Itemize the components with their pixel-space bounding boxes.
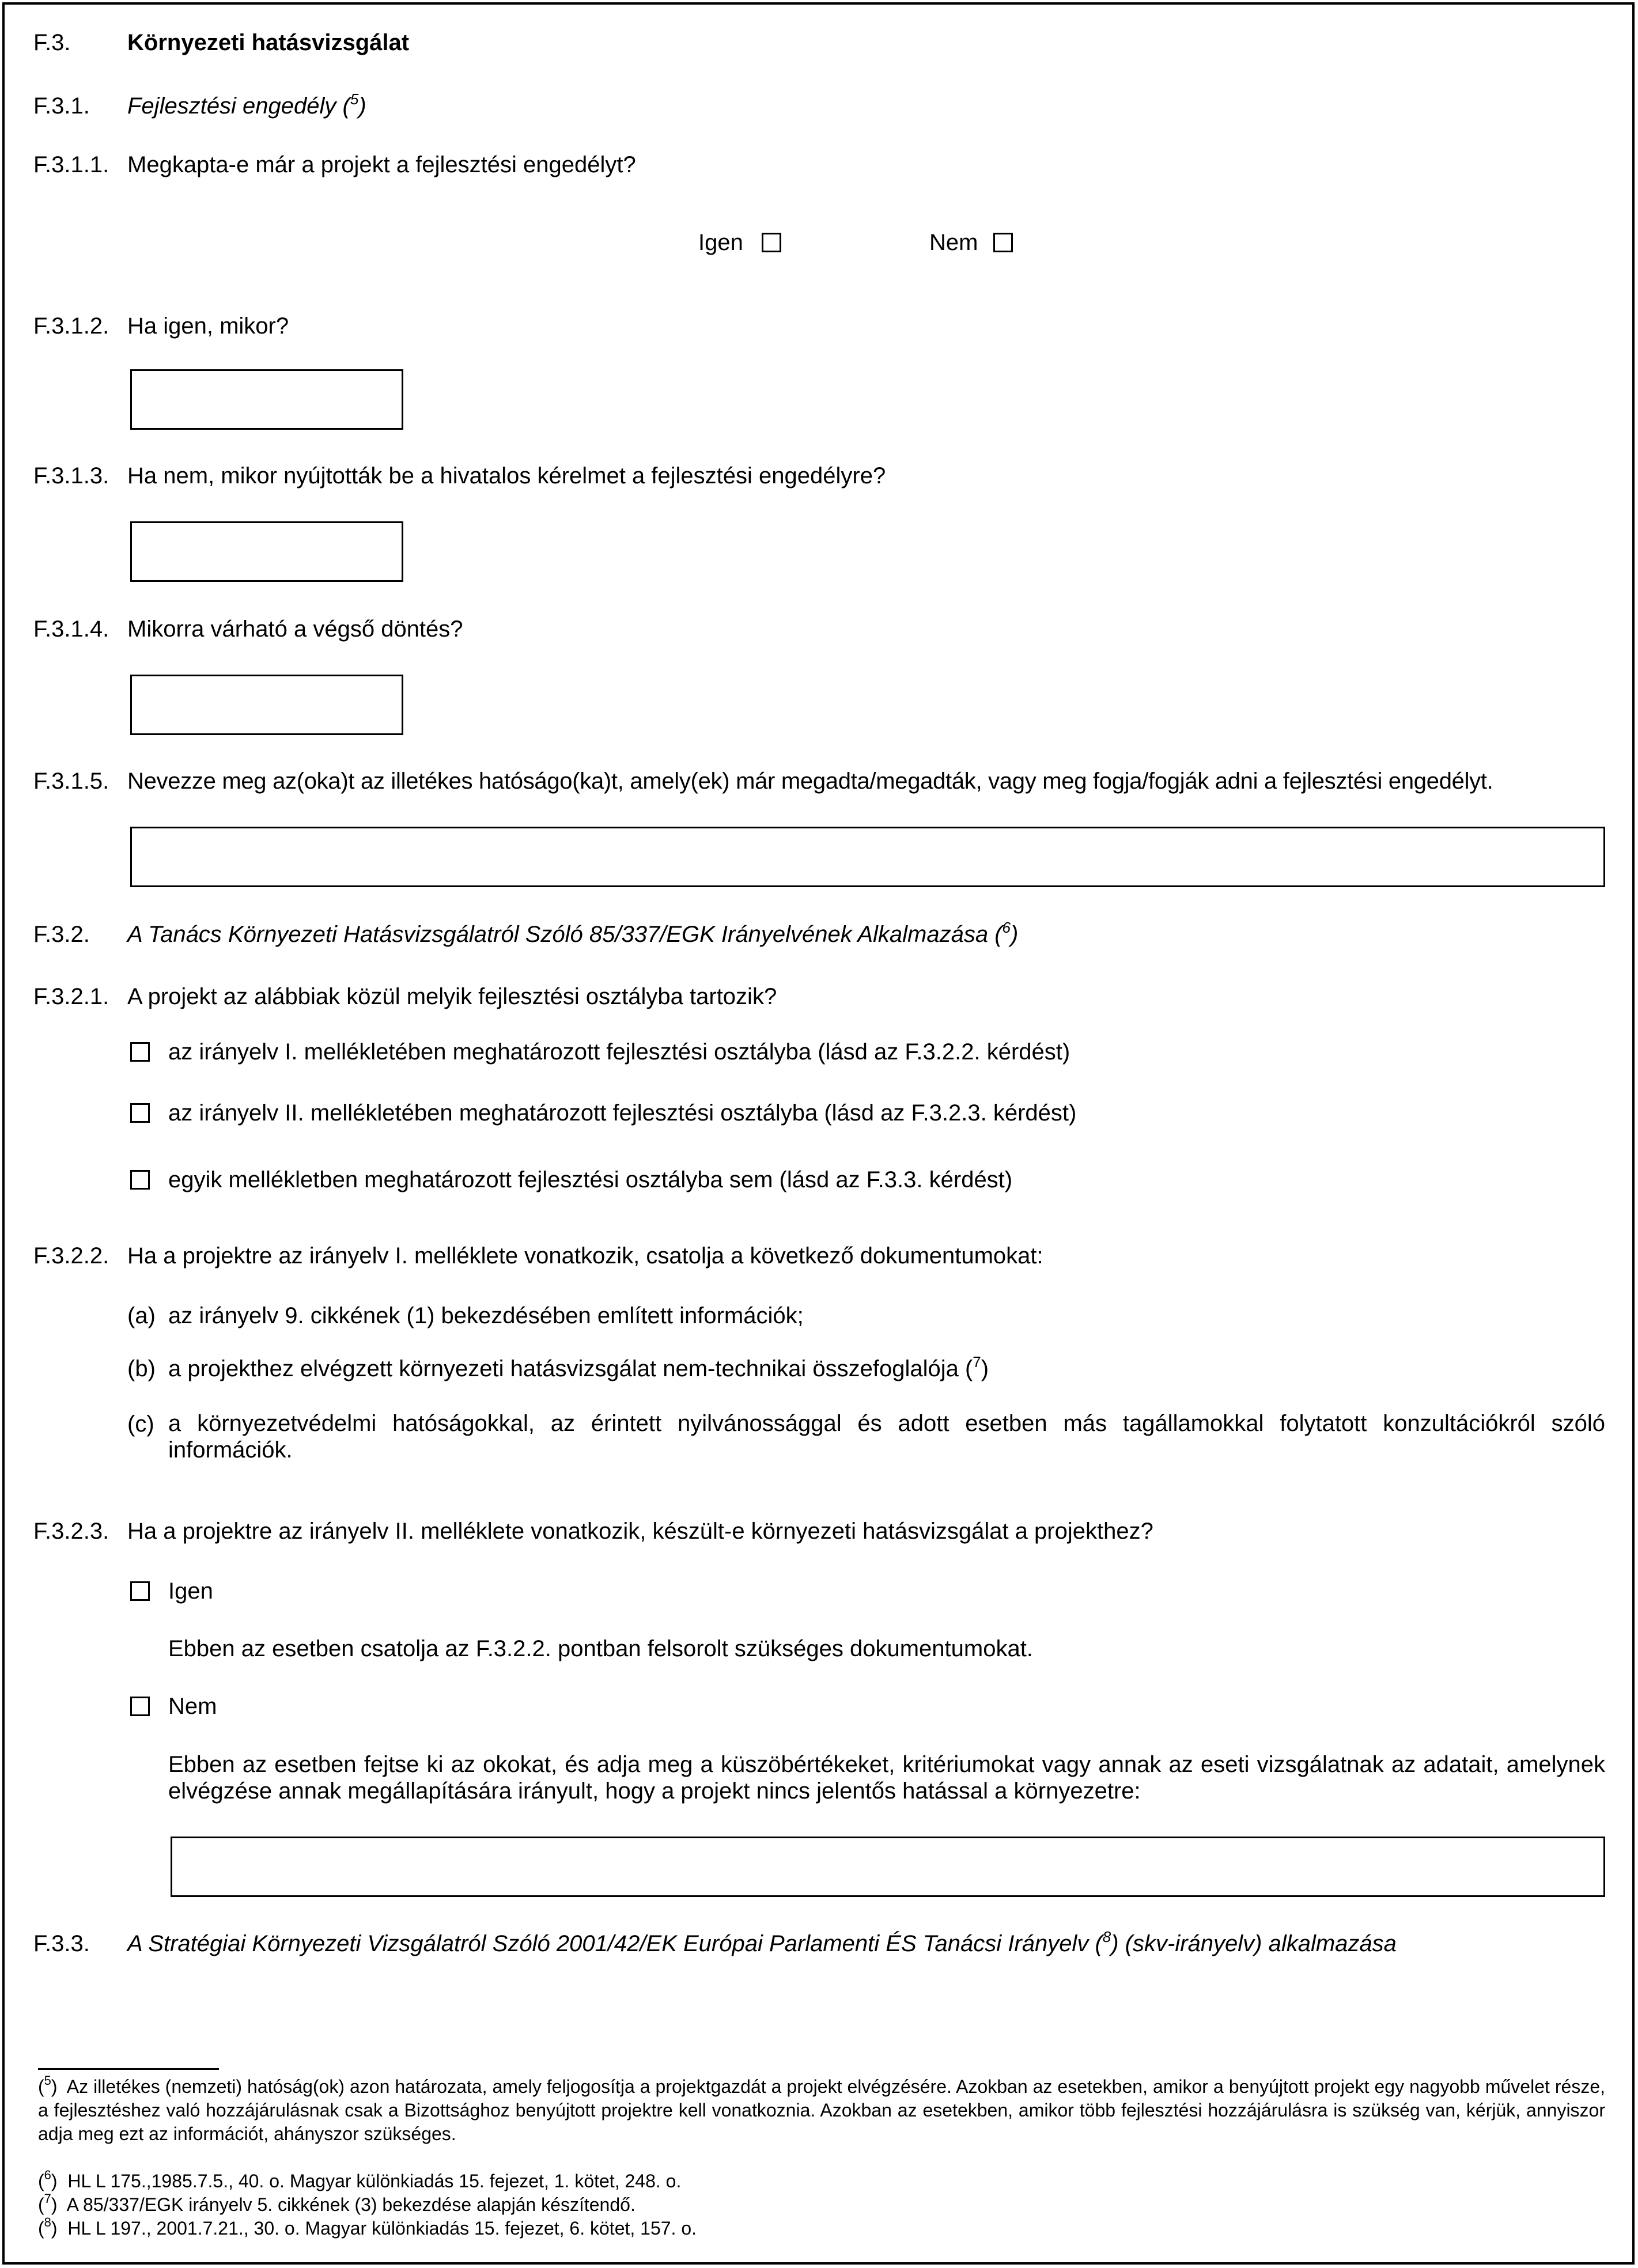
footnote-mark-7: 7 <box>44 2191 51 2206</box>
list-item-text-b-body: a projekthez elvégzett környezeti hatásvizsgálat nem-technikai összefoglalója <box>168 1356 959 1381</box>
footnote-ref-6: 6 <box>1002 918 1011 936</box>
list-item-text-b: a projekthez elvégzett környezeti hatásvizsgálat nem-technikai összefoglalója ($^7$) <box>168 1353 989 1381</box>
section-number-f33: F.3.3. <box>33 1931 90 1956</box>
footnote-5: ($^5$) Az illetékes (nemzeti) hatóság(ok) azon határozata, amely feljogosítja a projektgazdát a projekt elvégzésére. Azokban az esetekben, amikor a benyújtott projekt egy nagyobb művelet része, a fejlesztéshez való hozzájárulásnak csak a Bizottsághoz benyújtott projektre kell vonatkoznia. Azokban az esetekben, amikor több fejlesztési hozzájárulásra is szükség van, kérjük, annyiszor adja meg ezt az információt, ahányszor szükséges. <box>38 2073 1606 2144</box>
list-item-label-c: (c) <box>127 1411 154 1437</box>
option-label-annex-1: az irányelv I. mellékletében meghatározott fejlesztési osztályba (lásd az F.3.2.2. kérdést) <box>168 1039 1070 1065</box>
no-checkbox-f311[interactable] <box>993 233 1013 252</box>
footnote-ref-7: 7 <box>973 1353 981 1370</box>
question-text-f313: Ha nem, mikor nyújtották be a hivatalos kérelmet a fejlesztési engedélyre? <box>127 463 886 489</box>
footnote-ref-5: 5 <box>350 90 359 108</box>
list-item-text-a: az irányelv 9. cikkének (1) bekezdésében említett információk; <box>168 1303 804 1328</box>
question-number-f314: F.3.1.4. <box>33 616 109 642</box>
question-text-f323: Ha a projektre az irányelv II. melléklete vonatkozik, készült-e környezeti hatásvizsgálat a projekthez? <box>127 1519 1153 1544</box>
footnote-text-8: HL L 197., 2001.7.21., 30. o. Magyar különkiadás 15. fejezet, 6. kötet, 157. o. <box>67 2218 697 2239</box>
yes-checkbox-f323[interactable] <box>130 1581 150 1601</box>
yes-label-f311: Igen <box>698 230 743 255</box>
option-label-no-annex: egyik mellékletben meghatározott fejlesztési osztályba sem (lásd az F.3.3. kérdést) <box>168 1167 1013 1192</box>
date-field-f313[interactable] <box>130 521 403 582</box>
question-number-f323: F.3.2.3. <box>33 1519 109 1544</box>
section-title-f31: Fejlesztési engedély ($^5$) <box>127 90 366 119</box>
section-title-f33-text-b: (skv-irányelv) alkalmazása <box>1125 1931 1397 1956</box>
date-field-f312[interactable] <box>130 369 403 430</box>
question-text-f321: A projekt az alábbiak közül melyik fejlesztési osztályba tartozik? <box>127 984 777 1009</box>
option-label-annex-2: az irányelv II. mellékletében meghatározott fejlesztési osztályba (lásd az F.3.2.3. kérdést) <box>168 1100 1077 1126</box>
yes-note-f323: Ebben az esetben csatolja az F.3.2.2. pontban felsorolt szükséges dokumentumokat. <box>168 1636 1033 1661</box>
footnote-mark-5: 5 <box>44 2073 51 2088</box>
section-title-f32-text: A Tanács Környezeti Hatásvizsgálatról Szóló 85/337/EGK Irányelvének Alkalmazása <box>127 922 989 947</box>
footnote-6: ($^6$) HL L 175.,1985.7.5., 40. o. Magyar különkiadás 15. fejezet, 1. kötet, 248. o. <box>38 2168 682 2191</box>
reasons-field-f323[interactable] <box>171 1837 1605 1897</box>
section-title-f32: A Tanács Környezeti Hatásvizsgálatról Szóló 85/337/EGK Irányelvének Alkalmazása ($^6$) <box>127 918 1019 947</box>
question-number-f312: F.3.1.2. <box>33 313 109 339</box>
question-number-f311: F.3.1.1. <box>33 152 109 177</box>
question-text-f311: Megkapta-e már a projekt a fejlesztési engedélyt? <box>127 152 636 177</box>
section-title-f33-text-a: A Stratégiai Környezeti Vizsgálatról Szóló 2001/42/EK Európai Parlamenti ÉS Tanácsi Irányelv <box>127 1931 1089 1956</box>
question-number-f313: F.3.1.3. <box>33 463 109 489</box>
footnote-separator <box>38 2068 219 2070</box>
question-text-f314: Mikorra várható a végső döntés? <box>127 616 463 642</box>
footnote-7: ($^7$) A 85/337/EGK irányelv 5. cikkének (3) bekezdése alapján készítendő. <box>38 2191 635 2215</box>
footnote-8: ($^8$) HL L 197., 2001.7.21., 30. o. Magyar különkiadás 15. fejezet, 6. kötet, 157. o. <box>38 2215 697 2239</box>
footnote-text-6: HL L 175.,1985.7.5., 40. o. Magyar különkiadás 15. fejezet, 1. kötet, 248. o. <box>67 2171 682 2191</box>
question-number-f321: F.3.2.1. <box>33 984 109 1009</box>
section-title-f33: A Stratégiai Környezeti Vizsgálatról Szóló 2001/42/EK Európai Parlamenti ÉS Tanácsi Irányelv ($^8$) (skv-irányelv) alkalmazása <box>127 1928 1397 1956</box>
yes-label-f323: Igen <box>168 1578 213 1604</box>
footnote-text-7: A 85/337/EGK irányelv 5. cikkének (3) bekezdése alapján készítendő. <box>66 2194 635 2215</box>
question-text-f315: Nevezze meg az(oka)t az illetékes hatóságo(ka)t, amely(ek) már megadta/megadták, vagy meg fogja/fogják adni a fejlesztési engedélyt. <box>127 768 1493 794</box>
no-checkbox-f323[interactable] <box>130 1697 150 1716</box>
list-item-label-a: (a) <box>127 1303 156 1328</box>
footnote-mark-8: 8 <box>44 2215 51 2230</box>
question-number-f322: F.3.2.2. <box>33 1243 109 1269</box>
yes-checkbox-f311[interactable] <box>762 233 781 252</box>
footnote-text-5: Az illetékes (nemzeti) hatóság(ok) azon határozata, amely feljogosítja a projektgazdát a projekt elvégzésére. Azokban az esetekben, amikor a benyújtott projekt egy nagyobb művelet része, a fejlesztéshez való hozzájárulásnak csak a Bizottsághoz benyújtott projektre kell vonatkoznia. Azokban az esetekben, amikor több fejlesztési hozzájárulásra is szükség van, kérjük, annyiszor adja meg ezt az információt, ahányszor szükséges. <box>38 2076 1606 2144</box>
list-item-text-c: a környezetvédelmi hatóságokkal, az érintett nyilvánossággal és adott esetben más tagállamokkal folytatott konzultációkról szóló információk. <box>168 1411 1605 1463</box>
section-title-f3: Környezeti hatásvizsgálat <box>127 30 410 55</box>
page-frame <box>2 2 1635 2265</box>
footnote-ref-8: 8 <box>1102 1928 1111 1945</box>
authority-field-f315[interactable] <box>130 827 1605 887</box>
option-checkbox-no-annex[interactable] <box>130 1170 150 1190</box>
option-checkbox-annex-2[interactable] <box>130 1103 150 1123</box>
section-title-f31-text: Fejlesztési engedély <box>127 93 336 119</box>
question-text-f322: Ha a projektre az irányelv I. melléklete vonatkozik, csatolja a következő dokumentumokat: <box>127 1243 1043 1269</box>
section-number-f3: F.3. <box>33 30 71 55</box>
no-note-f323: Ebben az esetben fejtse ki az okokat, és adja meg a küszöbértékeket, kritériumokat vagy annak az eseti vizsgálatnak az adatait, amelynek elvégzése annak megállapítására irányult, hogy a projekt nincs jelentős hatással a környezetre: <box>168 1752 1605 1804</box>
no-label-f323: Nem <box>168 1694 217 1719</box>
option-checkbox-annex-1[interactable] <box>130 1042 150 1062</box>
list-item-label-b: (b) <box>127 1356 156 1381</box>
section-number-f31: F.3.1. <box>33 93 90 119</box>
no-label-f311: Nem <box>929 230 978 255</box>
question-number-f315: F.3.1.5. <box>33 768 109 794</box>
section-number-f32: F.3.2. <box>33 922 90 947</box>
footnote-mark-6: 6 <box>44 2168 51 2183</box>
date-field-f314[interactable] <box>130 675 403 735</box>
question-text-f312: Ha igen, mikor? <box>127 313 289 339</box>
